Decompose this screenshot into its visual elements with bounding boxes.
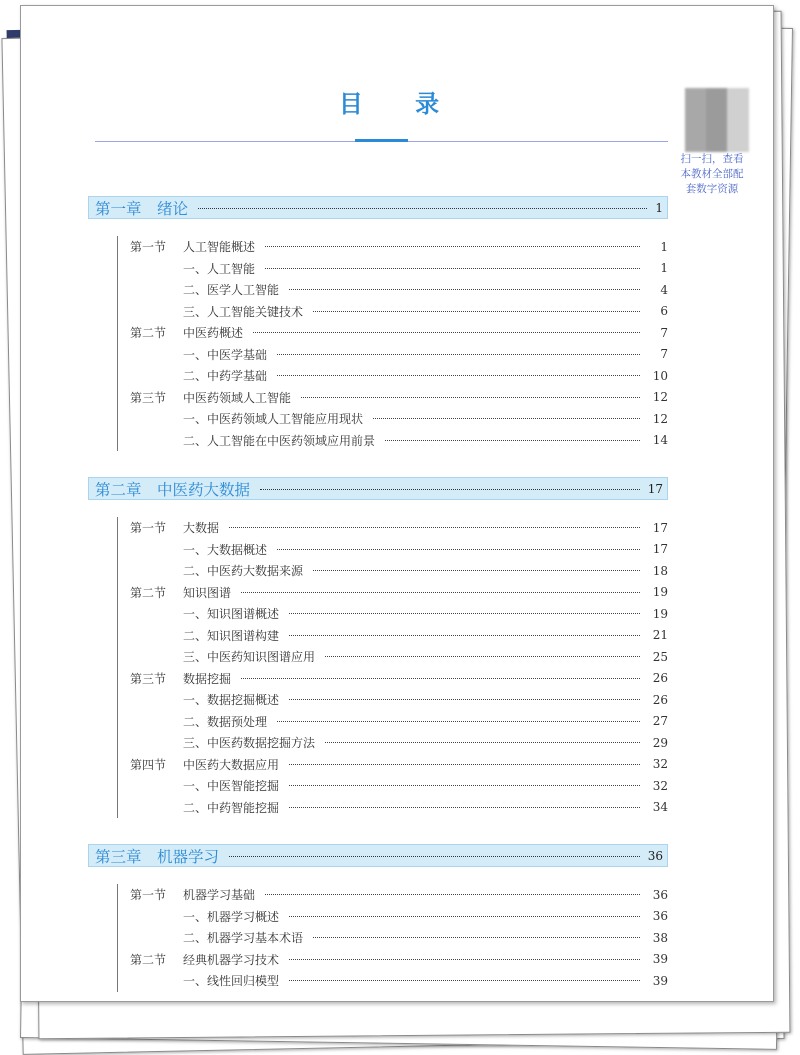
dot-leader [289, 980, 640, 981]
toc-section[interactable] [118, 582, 668, 604]
dot-leader [277, 549, 640, 550]
dot-leader [325, 656, 640, 657]
page-number: 14 [652, 433, 668, 448]
subsection-title: 一、大数据概述 [183, 542, 268, 557]
toc-section[interactable] [118, 517, 668, 539]
subsection-title: 一、机器学习概述 [183, 909, 280, 924]
chapter-title: 第一章 绪论 [95, 199, 189, 218]
section-label: 第三节 [130, 671, 167, 686]
dot-leader [289, 699, 640, 700]
subsection-title: 一、中医学基础 [183, 347, 268, 362]
subsection-title: 二、知识图谱构建 [183, 628, 280, 643]
toc-subsection[interactable] [118, 279, 668, 301]
dot-leader [385, 440, 640, 441]
subsection-title: 一、线性回归模型 [183, 974, 280, 989]
dot-leader [277, 375, 640, 376]
dot-leader [301, 397, 640, 398]
section-title: 中医药大数据应用 [183, 757, 280, 772]
toc-subsection[interactable] [118, 430, 668, 452]
page-number: 7 [660, 325, 668, 340]
section-title: 人工智能概述 [183, 240, 256, 255]
section-label: 第一节 [130, 888, 167, 903]
subsection-title: 一、中医智能挖掘 [183, 779, 280, 794]
page-number: 7 [660, 347, 668, 362]
section-title: 大数据 [183, 521, 220, 536]
dot-leader [313, 311, 640, 312]
subsection-title: 一、中医药领域人工智能应用现状 [183, 412, 364, 427]
page-number: 26 [652, 692, 668, 707]
section-label: 第一节 [130, 240, 167, 255]
page-number: 39 [652, 952, 668, 967]
subsection-title: 二、机器学习基本术语 [183, 931, 304, 946]
page-number: 1 [660, 261, 668, 276]
page-number: 12 [652, 411, 668, 426]
subsection-title: 三、中医药知识图谱应用 [183, 650, 316, 665]
page-number: 17 [647, 481, 663, 496]
page-number: 4 [660, 282, 668, 297]
subsection-title: 一、人工智能 [183, 261, 256, 276]
toc-section[interactable] [118, 754, 668, 776]
section-label: 第三节 [130, 390, 167, 405]
section-label: 第二节 [130, 952, 167, 967]
dot-leader [241, 592, 640, 593]
toc-subsection[interactable] [118, 408, 668, 430]
page-number: 10 [652, 368, 668, 383]
dot-leader [289, 289, 640, 290]
subsection-title: 二、中医药大数据来源 [183, 564, 304, 579]
page-number: 29 [652, 735, 668, 750]
section-title: 数据挖掘 [183, 671, 232, 686]
toc-subsection[interactable] [118, 625, 668, 647]
toc-section[interactable] [118, 236, 668, 258]
toc-section[interactable] [118, 884, 668, 906]
dot-leader [198, 208, 647, 209]
dot-leader [325, 742, 640, 743]
page-number: 36 [652, 909, 668, 924]
dot-leader [289, 613, 640, 614]
page-number: 12 [652, 390, 668, 405]
dot-leader [265, 268, 640, 269]
page-number: 17 [652, 520, 668, 535]
dot-leader [265, 894, 640, 895]
chapter-entries [117, 517, 668, 818]
page-number: 25 [652, 649, 668, 664]
section-label: 第一节 [130, 521, 167, 536]
page-title: 目 录 [338, 90, 462, 118]
dot-leader [289, 785, 640, 786]
table-of-contents [88, 196, 668, 1018]
page-number: 32 [652, 757, 668, 772]
subsection-title: 二、人工智能在中医药领域应用前景 [183, 433, 376, 448]
dot-leader [289, 959, 640, 960]
toc-subsection[interactable] [118, 365, 668, 387]
dot-leader [241, 678, 640, 679]
dot-leader [313, 570, 640, 571]
dot-leader [265, 246, 640, 247]
toc-subsection[interactable] [118, 603, 668, 625]
section-title: 经典机器学习技术 [183, 952, 280, 967]
chapter-title: 第三章 机器学习 [95, 847, 220, 866]
toc-subsection[interactable] [118, 301, 668, 323]
chapter-entries [117, 236, 668, 451]
toc-subsection[interactable] [118, 927, 668, 949]
subsection-title: 三、中医药数据挖掘方法 [183, 736, 316, 751]
dot-leader [277, 721, 640, 722]
title-rule-accent [355, 139, 408, 142]
page-number: 38 [652, 930, 668, 945]
page-number: 27 [652, 714, 668, 729]
toc-subsection[interactable] [118, 732, 668, 754]
toc-subsection[interactable] [118, 646, 668, 668]
section-title: 知识图谱 [183, 585, 232, 600]
subsection-title: 二、医学人工智能 [183, 283, 280, 298]
page-number: 1 [655, 200, 663, 215]
page-number: 26 [652, 671, 668, 686]
toc-subsection[interactable] [118, 711, 668, 733]
page-number: 36 [647, 848, 663, 863]
toc-subsection[interactable] [118, 258, 668, 280]
toc-section[interactable] [118, 949, 668, 971]
page-number: 39 [652, 973, 668, 988]
section-title: 中医药概述 [183, 326, 244, 341]
page-number: 18 [652, 563, 668, 578]
dot-leader [373, 418, 640, 419]
toc-subsection[interactable] [118, 539, 668, 561]
dot-leader [229, 527, 640, 528]
page-number: 19 [652, 606, 668, 621]
dot-leader [229, 856, 640, 857]
page-number: 21 [652, 628, 668, 643]
page-number: 17 [652, 542, 668, 557]
page-number: 34 [652, 800, 668, 815]
subsection-title: 二、中药学基础 [183, 369, 268, 384]
section-label: 第二节 [130, 585, 167, 600]
dot-leader [277, 354, 640, 355]
chapter-heading[interactable] [88, 844, 668, 867]
toc-subsection[interactable] [118, 344, 668, 366]
chapter-heading[interactable] [88, 477, 668, 500]
dot-leader [253, 332, 640, 333]
subsection-title: 一、数据挖掘概述 [183, 693, 280, 708]
subsection-title: 一、知识图谱概述 [183, 607, 280, 622]
toc-subsection[interactable] [118, 775, 668, 797]
toc-subsection[interactable] [118, 689, 668, 711]
subsection-title: 二、数据预处理 [183, 714, 268, 729]
dot-leader [289, 916, 640, 917]
subsection-title: 三、人工智能关键技术 [183, 304, 304, 319]
section-label: 第四节 [130, 757, 167, 772]
chapter-heading[interactable] [88, 196, 668, 219]
page-number: 1 [660, 239, 668, 254]
section-title: 中医药领域人工智能 [183, 390, 292, 405]
dot-leader [313, 937, 640, 938]
dot-leader [289, 635, 640, 636]
subsection-title: 二、中药智能挖掘 [183, 800, 280, 815]
qr-code[interactable] [685, 88, 749, 152]
toc-subsection[interactable] [118, 797, 668, 819]
toc-subsection[interactable] [118, 906, 668, 928]
toc-section[interactable] [118, 387, 668, 409]
chapter-entries [117, 884, 668, 992]
toc-section[interactable] [118, 322, 668, 344]
page-number: 32 [652, 778, 668, 793]
page-number: 19 [652, 585, 668, 600]
page-number: 6 [660, 304, 668, 319]
section-title: 机器学习基础 [183, 888, 256, 903]
dot-leader [260, 489, 640, 490]
qr-caption: 扫一扫，查看本教材全部配套数字资源 [680, 153, 744, 195]
toc-section[interactable] [118, 668, 668, 690]
toc-subsection[interactable] [118, 970, 668, 992]
chapter-title: 第二章 中医药大数据 [95, 480, 251, 499]
section-label: 第二节 [130, 326, 167, 341]
dot-leader [289, 764, 640, 765]
dot-leader [289, 807, 640, 808]
page-number: 36 [652, 887, 668, 902]
toc-subsection[interactable] [118, 560, 668, 582]
